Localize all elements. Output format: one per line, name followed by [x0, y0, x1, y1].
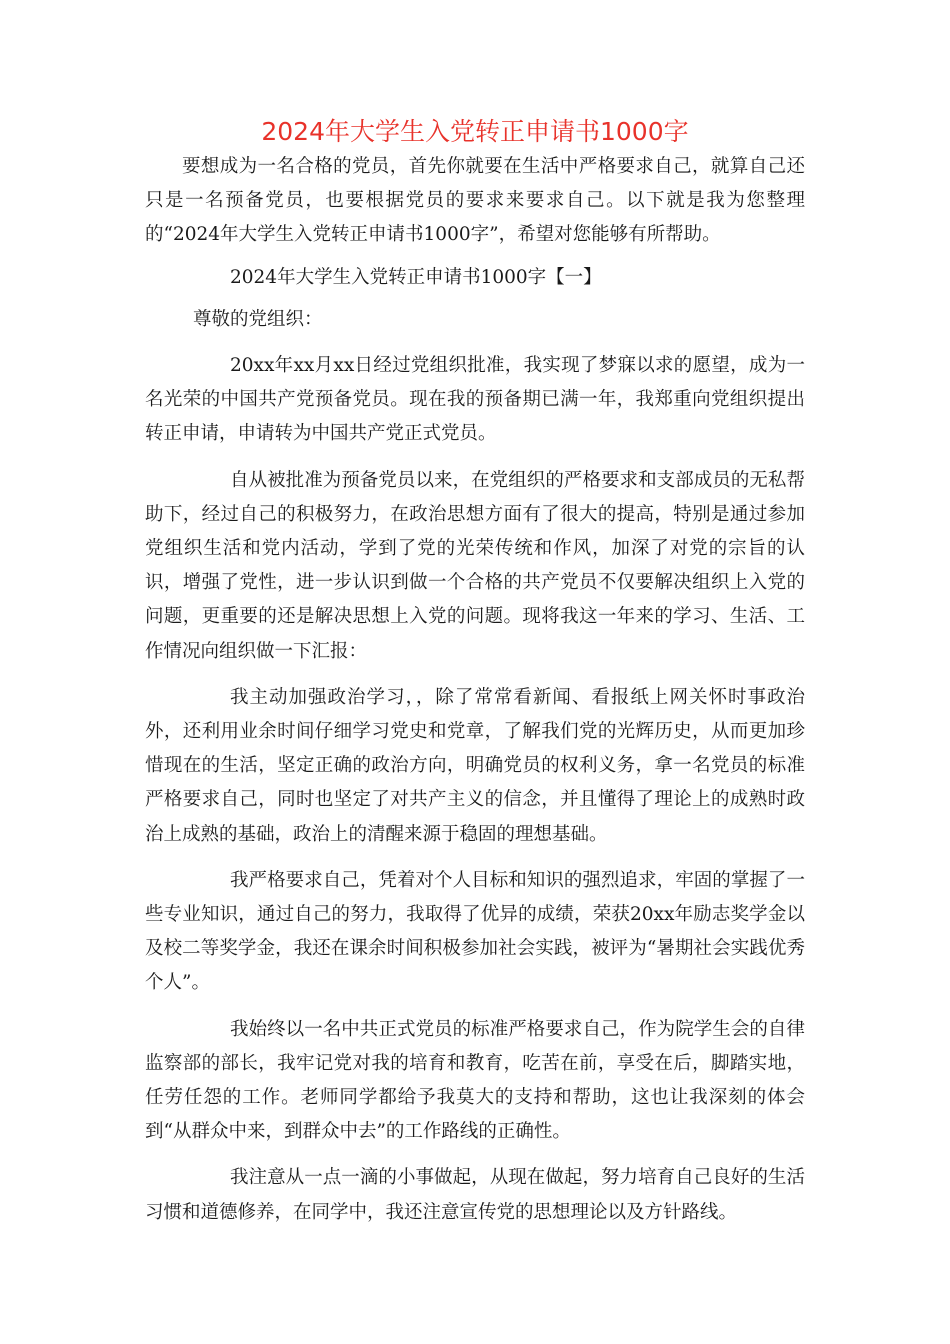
body-paragraph: 我主动加强政治学习，，除了常常看新闻、看报纸上网关怀时事政治外，还利用业余时间仔细学习党史和党章，了解我们党的光辉历史，从而更加珍惜现在的生活，坚定正确的政治方向，明确党员的权利义务，拿一名党员的标准严格要求自己，同时也坚定了对共产主义的信念，并且懂得了理论上的成熟时政治上成熟的基础，政治上的清醒来源于稳固的理想基础。: [145, 686, 805, 845]
section-subtitle: 2024年大学生入党转正申请书1000字【一】: [230, 266, 602, 288]
body-paragraph: 我始终以一名中共正式党员的标准严格要求自己，作为院学生会的自律监察部的部长，我牢记党对我的培育和教育，吃苦在前，享受在后，脚踏实地，任劳任怨的工作。老师同学都给予我莫大的支持和帮助，这也让我深刻的体会到“从群众中来，到群众中去”的工作路线的正确性。: [145, 1018, 805, 1143]
body-paragraph: 我严格要求自己，凭着对个人目标和知识的强烈追求，牢固的掌握了一些专业知识，通过自己的努力，我取得了优异的成绩，荣获20xx年励志奖学金以及校二等奖学金，我还在课余时间积极参加社会实践，被评为“暑期社会实践优秀个人”。: [145, 869, 805, 994]
body-paragraph: 我注意从一点一滴的小事做起，从现在做起，努力培育自己良好的生活习惯和道德修养，在同学中，我还注意宣传党的思想理论以及方针路线。: [145, 1167, 805, 1223]
salutation: 尊敬的党组织：: [193, 308, 323, 330]
body-paragraph: 自从被批准为预备党员以来，在党组织的严格要求和支部成员的无私帮助下，经过自己的积极努力，在政治思想方面有了很大的提高，特别是通过参加党组织生活和党内活动，学到了党的光荣传统和作风，加深了对党的宗旨的认识，增强了党性，进一步认识到做一个合格的共产党员不仅要解决组织上入党的问题，更重要的还是解决思想上入党的问题。现将我这一年来的学习、生活、工作情况向组织做一下汇报：: [145, 469, 805, 662]
document-title: 2024年大学生入党转正申请书1000字: [261, 117, 689, 146]
intro-paragraph: 要想成为一名合格的党员，首先你就要在生活中严格要求自己，就算自己还只是一名预备党员，也要根据党员的要求来要求自己。以下就是我为您整理的“2024年大学生入党转正申请书1000字”，希望对您能够有所帮助。: [145, 156, 805, 246]
document-body: [145, 150, 805, 1230]
body-paragraph: 20xx年xx月xx日经过党组织批准，我实现了梦寐以求的愿望，成为一名光荣的中国共产党预备党员。现在我的预备期已满一年，我郑重向党组织提出转正申请，申请转为中国共产党正式党员。: [145, 355, 805, 445]
